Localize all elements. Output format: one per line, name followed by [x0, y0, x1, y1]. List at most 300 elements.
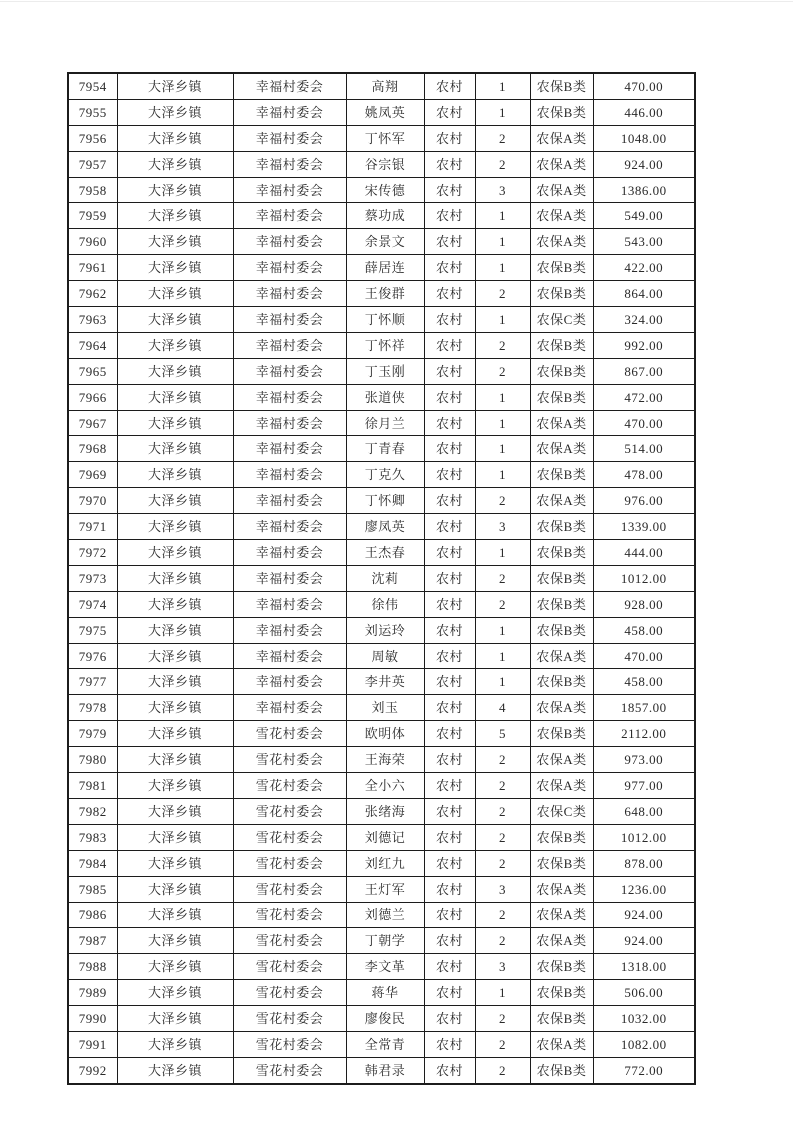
cell-residence-type: 农村 — [424, 669, 475, 695]
cell-town: 大泽乡镇 — [117, 902, 233, 928]
cell-seq: 7986 — [68, 902, 117, 928]
cell-residence-type: 农村 — [424, 980, 475, 1006]
cell-village: 幸福村委会 — [233, 695, 346, 721]
table-row — [68, 540, 695, 566]
cell-amount: 1236.00 — [593, 876, 695, 902]
cell-town: 大泽乡镇 — [117, 747, 233, 773]
cell-village: 雪花村委会 — [233, 954, 346, 980]
cell-person-count: 3 — [475, 954, 530, 980]
cell-amount: 1032.00 — [593, 1006, 695, 1032]
cell-insurance-category: 农保A类 — [530, 436, 593, 462]
cell-name: 廖凤英 — [346, 514, 424, 540]
cell-seq: 7979 — [68, 721, 117, 747]
cell-amount: 446.00 — [593, 99, 695, 125]
cell-amount: 1012.00 — [593, 824, 695, 850]
cell-residence-type: 农村 — [424, 695, 475, 721]
cell-residence-type: 农村 — [424, 125, 475, 151]
cell-residence-type: 农村 — [424, 902, 475, 928]
table-row — [68, 281, 695, 307]
cell-person-count: 2 — [475, 1057, 530, 1083]
table-row — [68, 307, 695, 333]
cell-residence-type: 农村 — [424, 488, 475, 514]
cell-seq: 7964 — [68, 332, 117, 358]
cell-person-count: 4 — [475, 695, 530, 721]
cell-person-count: 1 — [475, 307, 530, 333]
cell-insurance-category: 农保B类 — [530, 540, 593, 566]
cell-amount: 648.00 — [593, 798, 695, 824]
table-row — [68, 488, 695, 514]
cell-amount: 324.00 — [593, 307, 695, 333]
cell-seq: 7978 — [68, 695, 117, 721]
cell-insurance-category: 农保A类 — [530, 177, 593, 203]
cell-amount: 1857.00 — [593, 695, 695, 721]
cell-village: 幸福村委会 — [233, 229, 346, 255]
table-row — [68, 617, 695, 643]
cell-residence-type: 农村 — [424, 436, 475, 462]
cell-amount: 444.00 — [593, 540, 695, 566]
cell-insurance-category: 农保B类 — [530, 824, 593, 850]
cell-village: 幸福村委会 — [233, 462, 346, 488]
cell-amount: 422.00 — [593, 255, 695, 281]
cell-town: 大泽乡镇 — [117, 255, 233, 281]
cell-name: 王杰春 — [346, 540, 424, 566]
records-table — [67, 72, 696, 1085]
cell-amount: 2112.00 — [593, 721, 695, 747]
cell-town: 大泽乡镇 — [117, 151, 233, 177]
cell-village: 幸福村委会 — [233, 565, 346, 591]
cell-village: 幸福村委会 — [233, 384, 346, 410]
cell-village: 幸福村委会 — [233, 488, 346, 514]
cell-person-count: 2 — [475, 488, 530, 514]
table-row — [68, 902, 695, 928]
cell-insurance-category: 农保B类 — [530, 73, 593, 99]
cell-amount: 878.00 — [593, 850, 695, 876]
cell-name: 高翔 — [346, 73, 424, 99]
cell-village: 幸福村委会 — [233, 332, 346, 358]
cell-seq: 7989 — [68, 980, 117, 1006]
cell-town: 大泽乡镇 — [117, 565, 233, 591]
cell-amount: 543.00 — [593, 229, 695, 255]
cell-name: 丁克久 — [346, 462, 424, 488]
cell-insurance-category: 农保B类 — [530, 281, 593, 307]
cell-insurance-category: 农保B类 — [530, 565, 593, 591]
cell-insurance-category: 农保A类 — [530, 410, 593, 436]
cell-amount: 478.00 — [593, 462, 695, 488]
table-row — [68, 565, 695, 591]
cell-person-count: 2 — [475, 747, 530, 773]
table-row — [68, 591, 695, 617]
cell-town: 大泽乡镇 — [117, 721, 233, 747]
cell-town: 大泽乡镇 — [117, 436, 233, 462]
cell-person-count: 2 — [475, 824, 530, 850]
cell-amount: 867.00 — [593, 358, 695, 384]
cell-insurance-category: 农保A类 — [530, 773, 593, 799]
cell-seq: 7954 — [68, 73, 117, 99]
cell-residence-type: 农村 — [424, 928, 475, 954]
cell-village: 幸福村委会 — [233, 73, 346, 99]
cell-person-count: 1 — [475, 73, 530, 99]
cell-town: 大泽乡镇 — [117, 462, 233, 488]
cell-town: 大泽乡镇 — [117, 73, 233, 99]
cell-seq: 7969 — [68, 462, 117, 488]
cell-name: 张道侠 — [346, 384, 424, 410]
cell-insurance-category: 农保B类 — [530, 462, 593, 488]
cell-name: 刘运玲 — [346, 617, 424, 643]
cell-seq: 7984 — [68, 850, 117, 876]
cell-amount: 470.00 — [593, 410, 695, 436]
cell-name: 廖俊民 — [346, 1006, 424, 1032]
cell-seq: 7974 — [68, 591, 117, 617]
cell-town: 大泽乡镇 — [117, 410, 233, 436]
table-row — [68, 928, 695, 954]
cell-insurance-category: 农保B类 — [530, 99, 593, 125]
cell-name: 蒋华 — [346, 980, 424, 1006]
cell-amount: 772.00 — [593, 1057, 695, 1083]
cell-seq: 7977 — [68, 669, 117, 695]
cell-residence-type: 农村 — [424, 824, 475, 850]
cell-seq: 7956 — [68, 125, 117, 151]
cell-name: 徐伟 — [346, 591, 424, 617]
cell-amount: 1082.00 — [593, 1031, 695, 1057]
table-row — [68, 824, 695, 850]
cell-insurance-category: 农保A类 — [530, 902, 593, 928]
cell-seq: 7973 — [68, 565, 117, 591]
cell-amount: 977.00 — [593, 773, 695, 799]
cell-residence-type: 农村 — [424, 514, 475, 540]
cell-residence-type: 农村 — [424, 1006, 475, 1032]
cell-name: 余景文 — [346, 229, 424, 255]
table-row — [68, 332, 695, 358]
cell-amount: 924.00 — [593, 151, 695, 177]
cell-amount: 458.00 — [593, 669, 695, 695]
cell-amount: 472.00 — [593, 384, 695, 410]
cell-person-count: 2 — [475, 902, 530, 928]
cell-residence-type: 农村 — [424, 462, 475, 488]
cell-amount: 549.00 — [593, 203, 695, 229]
cell-insurance-category: 农保A类 — [530, 876, 593, 902]
cell-village: 雪花村委会 — [233, 902, 346, 928]
cell-town: 大泽乡镇 — [117, 824, 233, 850]
cell-village: 雪花村委会 — [233, 721, 346, 747]
cell-village: 幸福村委会 — [233, 99, 346, 125]
cell-name: 李文革 — [346, 954, 424, 980]
cell-amount: 1386.00 — [593, 177, 695, 203]
cell-name: 刘红九 — [346, 850, 424, 876]
cell-seq: 7958 — [68, 177, 117, 203]
cell-amount: 470.00 — [593, 643, 695, 669]
cell-town: 大泽乡镇 — [117, 591, 233, 617]
cell-name: 蔡功成 — [346, 203, 424, 229]
cell-insurance-category: 农保B类 — [530, 954, 593, 980]
cell-name: 宋传德 — [346, 177, 424, 203]
cell-village: 幸福村委会 — [233, 281, 346, 307]
cell-seq: 7967 — [68, 410, 117, 436]
table-row — [68, 1031, 695, 1057]
cell-person-count: 1 — [475, 980, 530, 1006]
table-row — [68, 358, 695, 384]
cell-person-count: 2 — [475, 358, 530, 384]
cell-name: 王灯军 — [346, 876, 424, 902]
cell-residence-type: 农村 — [424, 954, 475, 980]
cell-amount: 458.00 — [593, 617, 695, 643]
table-row — [68, 384, 695, 410]
cell-residence-type: 农村 — [424, 1057, 475, 1083]
records-table-body — [68, 73, 695, 1084]
cell-residence-type: 农村 — [424, 255, 475, 281]
cell-person-count: 1 — [475, 229, 530, 255]
cell-name: 丁怀顺 — [346, 307, 424, 333]
cell-seq: 7972 — [68, 540, 117, 566]
cell-insurance-category: 农保B类 — [530, 1057, 593, 1083]
cell-name: 丁怀祥 — [346, 332, 424, 358]
cell-name: 王海荣 — [346, 747, 424, 773]
cell-town: 大泽乡镇 — [117, 643, 233, 669]
cell-town: 大泽乡镇 — [117, 281, 233, 307]
cell-residence-type: 农村 — [424, 643, 475, 669]
table-row — [68, 151, 695, 177]
cell-village: 幸福村委会 — [233, 307, 346, 333]
cell-amount: 506.00 — [593, 980, 695, 1006]
cell-town: 大泽乡镇 — [117, 1006, 233, 1032]
cell-name: 全常青 — [346, 1031, 424, 1057]
cell-village: 幸福村委会 — [233, 255, 346, 281]
cell-village: 雪花村委会 — [233, 747, 346, 773]
cell-village: 幸福村委会 — [233, 410, 346, 436]
cell-seq: 7965 — [68, 358, 117, 384]
table-row — [68, 177, 695, 203]
cell-insurance-category: 农保B类 — [530, 332, 593, 358]
table-row — [68, 876, 695, 902]
cell-insurance-category: 农保B类 — [530, 358, 593, 384]
cell-person-count: 2 — [475, 151, 530, 177]
cell-name: 丁怀卿 — [346, 488, 424, 514]
cell-amount: 864.00 — [593, 281, 695, 307]
cell-town: 大泽乡镇 — [117, 307, 233, 333]
cell-amount: 1318.00 — [593, 954, 695, 980]
table-row — [68, 125, 695, 151]
cell-name: 丁朝学 — [346, 928, 424, 954]
cell-seq: 7971 — [68, 514, 117, 540]
cell-residence-type: 农村 — [424, 151, 475, 177]
cell-insurance-category: 农保B类 — [530, 669, 593, 695]
cell-name: 薛居连 — [346, 255, 424, 281]
cell-town: 大泽乡镇 — [117, 125, 233, 151]
table-row — [68, 99, 695, 125]
table-row — [68, 954, 695, 980]
cell-name: 沈莉 — [346, 565, 424, 591]
cell-town: 大泽乡镇 — [117, 773, 233, 799]
cell-residence-type: 农村 — [424, 1031, 475, 1057]
table-row — [68, 643, 695, 669]
cell-village: 雪花村委会 — [233, 876, 346, 902]
cell-town: 大泽乡镇 — [117, 384, 233, 410]
cell-residence-type: 农村 — [424, 384, 475, 410]
cell-seq: 7987 — [68, 928, 117, 954]
cell-town: 大泽乡镇 — [117, 980, 233, 1006]
cell-name: 李井英 — [346, 669, 424, 695]
cell-town: 大泽乡镇 — [117, 798, 233, 824]
cell-seq: 7957 — [68, 151, 117, 177]
cell-person-count: 2 — [475, 332, 530, 358]
cell-village: 雪花村委会 — [233, 850, 346, 876]
cell-town: 大泽乡镇 — [117, 1057, 233, 1083]
cell-village: 幸福村委会 — [233, 125, 346, 151]
cell-person-count: 1 — [475, 540, 530, 566]
cell-seq: 7991 — [68, 1031, 117, 1057]
cell-town: 大泽乡镇 — [117, 876, 233, 902]
cell-town: 大泽乡镇 — [117, 488, 233, 514]
cell-person-count: 2 — [475, 850, 530, 876]
cell-amount: 1048.00 — [593, 125, 695, 151]
table-row — [68, 514, 695, 540]
cell-name: 丁青春 — [346, 436, 424, 462]
cell-village: 雪花村委会 — [233, 1031, 346, 1057]
cell-town: 大泽乡镇 — [117, 514, 233, 540]
cell-village: 雪花村委会 — [233, 1006, 346, 1032]
cell-person-count: 1 — [475, 384, 530, 410]
cell-seq: 7960 — [68, 229, 117, 255]
cell-amount: 924.00 — [593, 902, 695, 928]
cell-town: 大泽乡镇 — [117, 332, 233, 358]
table-row — [68, 798, 695, 824]
cell-name: 徐月兰 — [346, 410, 424, 436]
cell-name: 丁怀军 — [346, 125, 424, 151]
cell-person-count: 2 — [475, 798, 530, 824]
cell-person-count: 2 — [475, 591, 530, 617]
cell-person-count: 2 — [475, 565, 530, 591]
cell-village: 幸福村委会 — [233, 151, 346, 177]
cell-insurance-category: 农保B类 — [530, 850, 593, 876]
cell-insurance-category: 农保A类 — [530, 203, 593, 229]
table-row — [68, 1006, 695, 1032]
cell-name: 张绪海 — [346, 798, 424, 824]
cell-seq: 7966 — [68, 384, 117, 410]
cell-town: 大泽乡镇 — [117, 850, 233, 876]
cell-town: 大泽乡镇 — [117, 617, 233, 643]
cell-residence-type: 农村 — [424, 281, 475, 307]
table-row — [68, 229, 695, 255]
cell-residence-type: 农村 — [424, 850, 475, 876]
cell-residence-type: 农村 — [424, 540, 475, 566]
cell-residence-type: 农村 — [424, 73, 475, 99]
cell-village: 幸福村委会 — [233, 669, 346, 695]
cell-amount: 976.00 — [593, 488, 695, 514]
table-row — [68, 255, 695, 281]
page-top-edge-line — [0, 1, 793, 2]
cell-insurance-category: 农保A类 — [530, 229, 593, 255]
cell-town: 大泽乡镇 — [117, 177, 233, 203]
cell-person-count: 1 — [475, 643, 530, 669]
cell-insurance-category: 农保B类 — [530, 255, 593, 281]
cell-name: 谷宗银 — [346, 151, 424, 177]
cell-town: 大泽乡镇 — [117, 358, 233, 384]
cell-insurance-category: 农保C类 — [530, 307, 593, 333]
cell-seq: 7968 — [68, 436, 117, 462]
cell-residence-type: 农村 — [424, 358, 475, 384]
cell-name: 王俊群 — [346, 281, 424, 307]
cell-insurance-category: 农保B类 — [530, 980, 593, 1006]
cell-residence-type: 农村 — [424, 99, 475, 125]
cell-name: 姚凤英 — [346, 99, 424, 125]
cell-town: 大泽乡镇 — [117, 669, 233, 695]
cell-amount: 470.00 — [593, 73, 695, 99]
cell-amount: 1012.00 — [593, 565, 695, 591]
cell-seq: 7970 — [68, 488, 117, 514]
cell-person-count: 1 — [475, 617, 530, 643]
table-row — [68, 1057, 695, 1083]
cell-residence-type: 农村 — [424, 617, 475, 643]
cell-residence-type: 农村 — [424, 229, 475, 255]
cell-village: 雪花村委会 — [233, 1057, 346, 1083]
cell-name: 刘玉 — [346, 695, 424, 721]
cell-amount: 514.00 — [593, 436, 695, 462]
cell-village: 幸福村委会 — [233, 540, 346, 566]
cell-insurance-category: 农保A类 — [530, 695, 593, 721]
cell-seq: 7988 — [68, 954, 117, 980]
cell-insurance-category: 农保A类 — [530, 1031, 593, 1057]
cell-seq: 7975 — [68, 617, 117, 643]
table-row — [68, 747, 695, 773]
cell-person-count: 1 — [475, 462, 530, 488]
cell-residence-type: 农村 — [424, 773, 475, 799]
cell-person-count: 1 — [475, 255, 530, 281]
cell-town: 大泽乡镇 — [117, 695, 233, 721]
cell-name: 欧明体 — [346, 721, 424, 747]
cell-name: 全小六 — [346, 773, 424, 799]
cell-seq: 7980 — [68, 747, 117, 773]
cell-seq: 7992 — [68, 1057, 117, 1083]
cell-amount: 992.00 — [593, 332, 695, 358]
cell-residence-type: 农村 — [424, 591, 475, 617]
cell-person-count: 2 — [475, 125, 530, 151]
cell-person-count: 5 — [475, 721, 530, 747]
cell-town: 大泽乡镇 — [117, 229, 233, 255]
cell-insurance-category: 农保B类 — [530, 384, 593, 410]
cell-person-count: 2 — [475, 928, 530, 954]
cell-residence-type: 农村 — [424, 307, 475, 333]
cell-amount: 973.00 — [593, 747, 695, 773]
table-row — [68, 410, 695, 436]
cell-person-count: 2 — [475, 1031, 530, 1057]
cell-insurance-category: 农保A类 — [530, 928, 593, 954]
cell-person-count: 2 — [475, 281, 530, 307]
cell-residence-type: 农村 — [424, 876, 475, 902]
cell-village: 幸福村委会 — [233, 203, 346, 229]
table-row — [68, 462, 695, 488]
cell-seq: 7983 — [68, 824, 117, 850]
table-row — [68, 850, 695, 876]
cell-village: 幸福村委会 — [233, 643, 346, 669]
cell-insurance-category: 农保B类 — [530, 514, 593, 540]
cell-person-count: 1 — [475, 436, 530, 462]
table-row — [68, 721, 695, 747]
cell-seq: 7976 — [68, 643, 117, 669]
cell-town: 大泽乡镇 — [117, 954, 233, 980]
cell-town: 大泽乡镇 — [117, 928, 233, 954]
cell-seq: 7990 — [68, 1006, 117, 1032]
cell-seq: 7963 — [68, 307, 117, 333]
cell-village: 雪花村委会 — [233, 773, 346, 799]
cell-insurance-category: 农保B类 — [530, 721, 593, 747]
cell-seq: 7962 — [68, 281, 117, 307]
cell-residence-type: 农村 — [424, 332, 475, 358]
cell-name: 刘德兰 — [346, 902, 424, 928]
table-row — [68, 669, 695, 695]
cell-seq: 7961 — [68, 255, 117, 281]
cell-village: 幸福村委会 — [233, 591, 346, 617]
cell-insurance-category: 农保B类 — [530, 591, 593, 617]
cell-insurance-category: 农保A类 — [530, 643, 593, 669]
